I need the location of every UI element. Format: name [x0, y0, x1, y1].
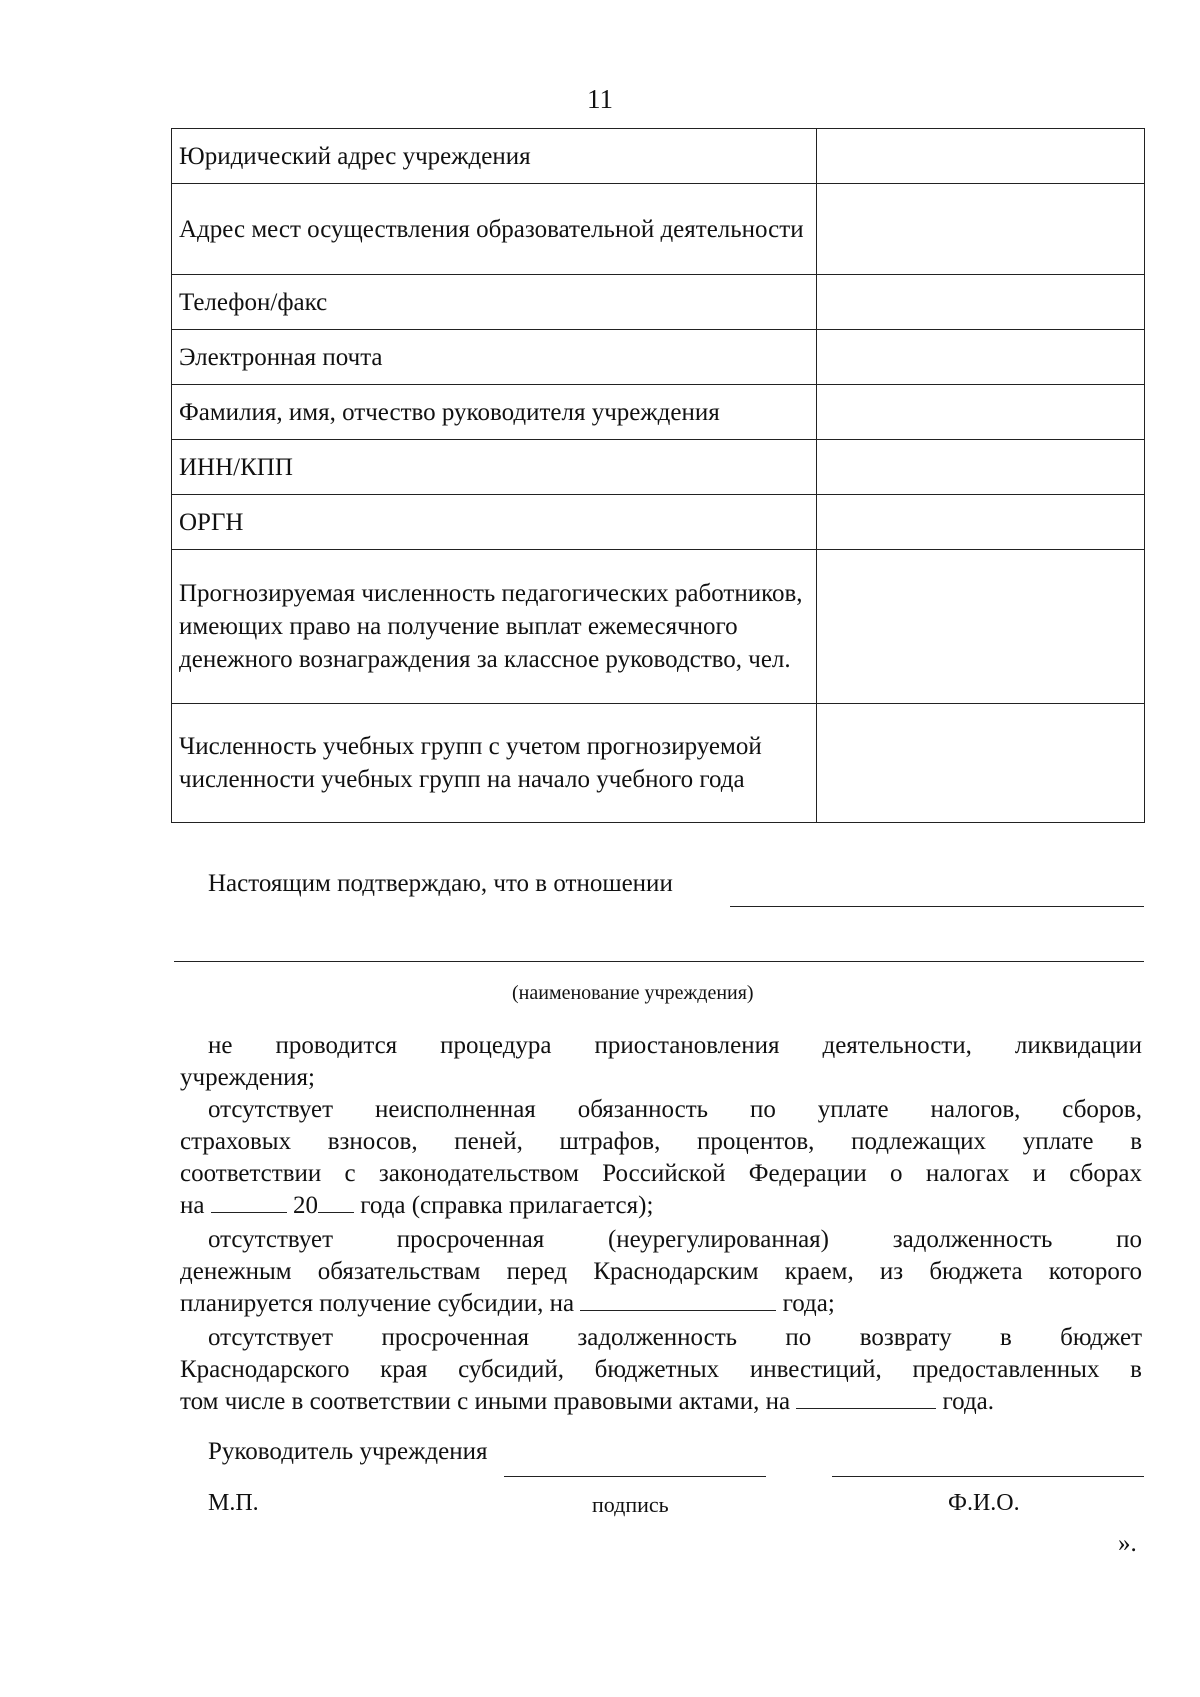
confirmation-lead: Настоящим подтверждаю, что в отношении: [208, 870, 673, 897]
head-of-institution-label: Руководитель учреждения: [208, 1438, 488, 1465]
row-label: ОРГН: [172, 495, 817, 550]
clause-2-line-2: страховых взносов, пеней, штрафов, процентов, подлежащих уплате в: [180, 1128, 1142, 1155]
table-row: [172, 385, 1145, 440]
row-value-field[interactable]: [817, 330, 1145, 385]
institution-name-blank-1[interactable]: [730, 906, 1144, 907]
full-name-blank[interactable]: [832, 1476, 1144, 1477]
clause-4-line-1: отсутствует просроченная задолженность по возврату в бюджет: [208, 1324, 1142, 1351]
year-suffix-blank[interactable]: [318, 1192, 354, 1213]
clause-3-line-2: денежным обязательствам перед Краснодарским краем, из бюджета которого: [180, 1258, 1142, 1285]
clause-4-tail: года.: [942, 1388, 995, 1415]
clause-3-date-blank[interactable]: [580, 1290, 776, 1311]
clause-4-line-2: Краснодарского края субсидий, бюджетных инвестиций, предоставленных в: [180, 1356, 1142, 1383]
year-prefix: 20: [292, 1192, 318, 1219]
institution-name-caption: (наименование учреждения): [512, 982, 754, 1004]
row-value-field[interactable]: [817, 440, 1145, 495]
clause-2-tail: года (справка прилагается);: [360, 1192, 654, 1219]
date-day-month-blank[interactable]: [211, 1192, 287, 1213]
row-label: Численность учебных групп с учетом прогнозируемой численности учебных групп на начало учебного года: [172, 704, 817, 823]
row-label: Юридический адрес учреждения: [172, 129, 817, 184]
table-row: [172, 440, 1145, 495]
institution-info-table: [171, 128, 1145, 823]
row-label: Электронная почта: [172, 330, 817, 385]
full-name-caption: Ф.И.О.: [948, 1490, 1020, 1516]
table-row: [172, 275, 1145, 330]
row-value-field[interactable]: [817, 385, 1145, 440]
row-value-field[interactable]: [817, 704, 1145, 823]
clause-4-line-3: [180, 1386, 1142, 1418]
row-value-field[interactable]: [817, 129, 1145, 184]
clause-2-line-1: отсутствует неисполненная обязанность по уплате налогов, сборов,: [208, 1096, 1142, 1123]
table-row: [172, 184, 1145, 275]
table-row: [172, 129, 1145, 184]
row-value-field[interactable]: [817, 275, 1145, 330]
institution-name-blank-2[interactable]: [174, 961, 1144, 962]
row-label: Фамилия, имя, отчество руководителя учреждения: [172, 385, 817, 440]
clause-2-on-word: на: [180, 1192, 205, 1219]
clause-3-lead: планируется получение субсидии, на: [180, 1290, 575, 1317]
table-row: [172, 330, 1145, 385]
table-row: [172, 704, 1145, 823]
row-value-field[interactable]: [817, 495, 1145, 550]
row-label: ИНН/КПП: [172, 440, 817, 495]
stamp-placeholder: М.П.: [208, 1490, 259, 1516]
signature-blank[interactable]: [504, 1476, 766, 1477]
clause-1-line-1: не проводится процедура приостановления деятельности, ликвидации: [208, 1032, 1142, 1059]
row-label: Прогнозируемая численность педагогических работников, имеющих право на получение выплат ежемесячного денежного вознаграждения за классное руководство, чел.: [172, 550, 817, 704]
table-row: [172, 550, 1145, 704]
signature-caption: подпись: [592, 1492, 669, 1517]
clause-3-line-1: отсутствует просроченная (неурегулированная) задолженность по: [208, 1226, 1142, 1253]
table-row: [172, 495, 1145, 550]
row-label: Адрес мест осуществления образовательной деятельности: [172, 184, 817, 275]
row-value-field[interactable]: [817, 550, 1145, 704]
row-value-field[interactable]: [817, 184, 1145, 275]
clause-1-line-2: учреждения;: [180, 1064, 315, 1091]
row-label: Телефон/факс: [172, 275, 817, 330]
clause-2-line-3: соответствии с законодательством Российской Федерации о налогах и сборах: [180, 1160, 1142, 1187]
clause-3-line-3: [180, 1288, 1142, 1320]
closing-quote: ».: [1118, 1530, 1137, 1557]
clause-3-tail: года;: [782, 1290, 835, 1317]
clause-4-date-blank[interactable]: [796, 1388, 936, 1409]
clause-2-line-4: [180, 1190, 1142, 1222]
clause-4-lead: том числе в соответствии с иными правовыми актами, на: [180, 1388, 791, 1415]
page-number: 11: [587, 84, 613, 114]
